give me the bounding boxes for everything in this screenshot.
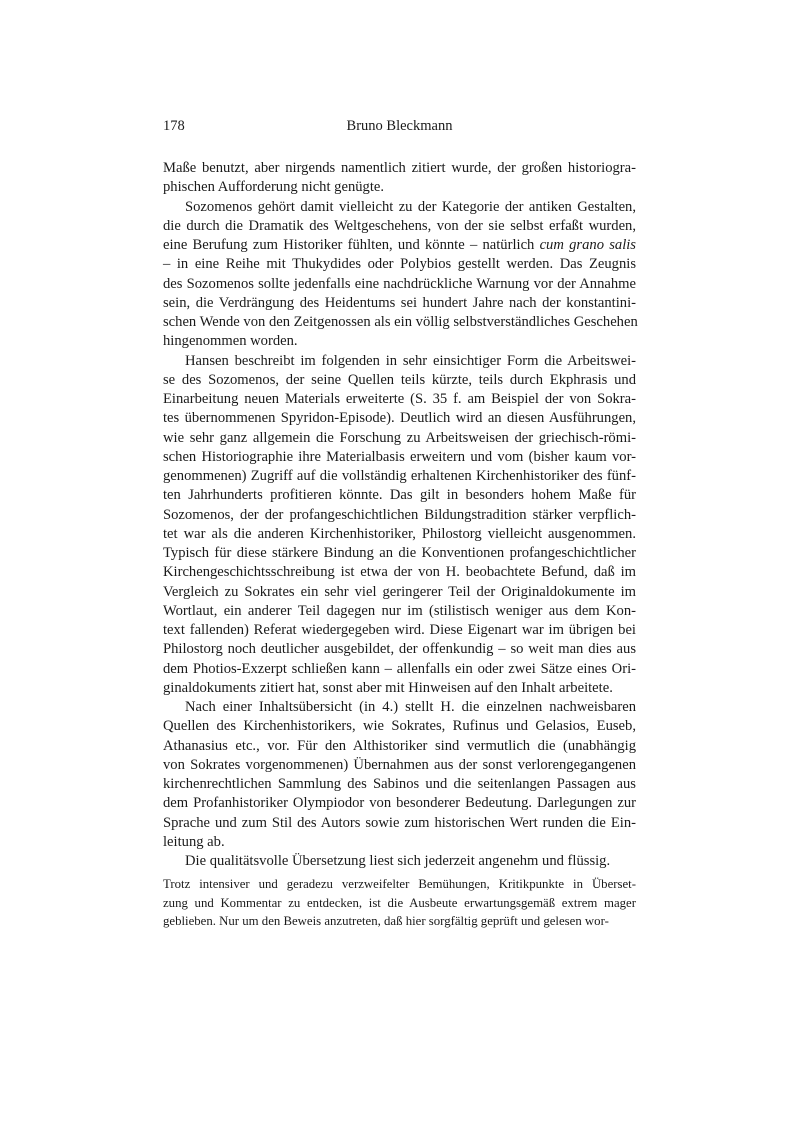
text-line: schen Historiographie ihre Materialbasis erweitern und vom (bisher kaum vor- <box>163 448 636 465</box>
text-line: des Sozomenos sollte jedenfalls eine nachdrückliche Warnung vor der Annahme <box>163 275 636 292</box>
text-line: dem Profanhistoriker Olympiodor von besonderer Bedeutung. Darlegungen zur <box>163 795 636 812</box>
text-line: schen Wende von den Zeitgenossen als ein völlig selbstverständliches Geschehen <box>163 314 638 330</box>
text-line: die durch die Dramatik des Weltgeschehens, von der sie selbst erfaßt wurden, <box>163 217 636 234</box>
text-line: Sprache und zum Stil des Autors sowie zum historischen Wert runden die Ein- <box>163 814 636 831</box>
text-line: tet war als die anderen Kirchenhistoriker, Philostorg vielleicht ausgenommen. <box>163 525 636 542</box>
text-line: phischen Aufforderung nicht genügte. <box>163 179 385 196</box>
text-line: kirchenrechtlichen Sammlung des Sabinos und die seitenlangen Passagen aus <box>163 776 636 792</box>
text-line: Typisch für diese stärkere Bindung an die Konventionen profangeschichtlicher <box>163 545 636 561</box>
text-line: Hansen beschreibt im folgenden in sehr einsichtiger Form die Arbeitswei- <box>185 352 636 369</box>
body-text <box>163 159 636 871</box>
text-line: genommenen) Zugriff auf die vollständig erhaltenen Kirchenhistoriker des fünf- <box>163 468 636 484</box>
text-line: geblieben. Nur um den Beweis anzutreten, daß hier sorgfältig geprüft und gelesen wor- <box>163 914 609 929</box>
page-number: 178 <box>163 118 185 134</box>
text-line: Quellen des Kirchenhistorikers, wie Sokrates, Rufinus und Gelasios, Euseb, <box>163 718 636 735</box>
text-line: Kirchengeschichtsschreibung ist etwa der von H. beobachtete Befund, daß im <box>163 564 636 581</box>
text-line: Die qualitätsvolle Übersetzung liest sich jederzeit angenehm und flüssig. <box>185 853 611 869</box>
text-line: Athanasius etc., vor. Für den Althistoriker sind vermutlich die (unabhängig <box>163 737 636 754</box>
text-line: Nach einer Inhaltsübersicht (in 4.) stellt H. die einzelnen nachweisbaren <box>185 699 636 715</box>
document-page <box>163 118 636 931</box>
paragraph <box>163 159 636 198</box>
text-line: Sozomenos, der der profangeschichtlichen Bildungstradition stärker verpflich- <box>163 506 636 523</box>
text-line: sein, die Verdrängung des Heidentums sei hundert Jahre nach der konstantini- <box>163 294 636 311</box>
paragraph <box>163 698 636 852</box>
paragraph <box>163 352 636 699</box>
text-line: leitung ab. <box>163 833 225 850</box>
text-line: hingenommen worden. <box>163 333 298 350</box>
text-line: ten Jahrhunderts profitieren könnte. Das gilt in besonders hohem Maße für <box>163 487 636 504</box>
page-header <box>163 118 636 138</box>
text-line: zung und Kommentar zu entdecken, ist die Ausbeute erwartungsgemäß extrem mager <box>163 895 636 910</box>
text-line: eine Berufung zum Historiker fühlten, und könnte – natürlich cum grano salis <box>163 237 636 253</box>
text-line: Wortlaut, ein anderer Teil dagegen nur im (stilistisch weniger aus dem Kon- <box>163 602 636 619</box>
running-title: Bruno Bleckmann <box>346 118 453 134</box>
text-line: tes übernommenen Spyridon-Episode). Deutlich wird an diesen Ausführungen, <box>163 410 636 427</box>
small-print-paragraph <box>163 875 636 931</box>
text-line: ginaldokuments zitiert hat, sonst aber mit Hinweisen auf den Inhalt arbeitete. <box>163 679 613 696</box>
paragraph <box>163 198 636 352</box>
text-line: text fallenden) Referat wiedergegeben wird. Diese Eigenart war im übrigen bei <box>163 622 636 638</box>
text-line: Philostorg noch deutlicher ausgebildet, der offenkundig – so weit man dies aus <box>163 641 636 658</box>
text-line: – in eine Reihe mit Thukydides oder Polybios gestellt werden. Das Zeugnis <box>163 256 636 273</box>
text-line: Trotz intensiver und geradezu verzweifelter Bemühungen, Kritikpunkte in Überset- <box>163 877 636 892</box>
text-line: von Sokrates vorgenommenen) Übernahmen aus der sonst verlorengegangenen <box>163 756 636 773</box>
text-line: dem Photios-Exzerpt schließen kann – allenfalls ein oder zwei Sätze eines Ori- <box>163 660 636 677</box>
text-line: Einarbeitung neuen Materials erweiterte (S. 35 f. am Beispiel der von Sokra- <box>163 391 636 407</box>
text-line: Sozomenos gehört damit vielleicht zu der Kategorie der antiken Gestalten, <box>185 198 636 215</box>
text-line: Vergleich zu Sokrates ein sehr viel geringerer Teil der Originaldokumente im <box>163 583 636 600</box>
text-line: se des Sozomenos, der seine Quellen teils kürzte, teils durch Ekphrasis und <box>163 371 636 388</box>
text-line: Maße benutzt, aber nirgends namentlich zitiert wurde, der großen historiogra- <box>163 160 636 176</box>
text-line: wie sehr ganz allgemein die Forschung zu Arbeitsweisen der griechisch-römi- <box>163 429 636 446</box>
paragraph <box>163 852 636 871</box>
